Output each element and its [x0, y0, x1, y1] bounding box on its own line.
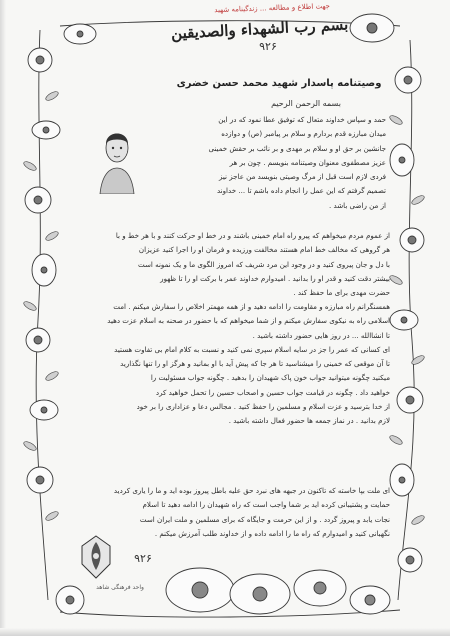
flower-right-5 — [397, 387, 423, 413]
flower-right-2 — [390, 144, 414, 176]
flower-left-6 — [30, 400, 58, 420]
text-line: از خدا بترسید و عزت اسلام و مسلمین را حفظ کنید . مجالس دعا و عزاداری را بر خود — [136, 402, 390, 412]
paragraph-1 — [140, 113, 386, 213]
text-line: تا آن موقعی که خمینی را میشناسید تا هر جا که پیش آید با او بمانید و هرگز او را تنها نگذارید — [120, 359, 390, 369]
paragraph-3 — [80, 300, 390, 429]
text-line: جانشین بر حق او و سلام بر مهدی و بر نائب بر حقش خمینی — [208, 143, 386, 153]
flower-right-6 — [390, 464, 414, 496]
text-line: لازم بدانید . در نماز جمعه ها حضور فعال داشته باشید . — [228, 416, 390, 426]
flower-left-5 — [26, 328, 50, 352]
text-line: با دل و جان پیروی کنید و در وجود این مرد شریف که امروز الگوی ما و یک نمونه است — [138, 259, 390, 269]
text-line: حضرت مهدی برای ما حفظ کند . — [293, 288, 390, 298]
text-line: میکنید چگونه میتوانید جواب خون پاک شهیدان را بدهید . چگونه جواب مسئولیت را — [150, 373, 390, 383]
text-line: همسنگرانم راه مبارزه و مقاومت را ادامه دهید و از همه مهمتر اخلاص را سفارش میکنم . امت — [113, 302, 390, 311]
flower-left-1 — [28, 48, 52, 72]
text-line: از عموم مردم میخواهم که پیرو راه امام خمینی باشند و در خط او حرکت کنند و با هر خط و با — [115, 231, 390, 240]
text-line: عزیز مصطفوی معنوان وصیتنامه بنویسم . چون بر هر — [229, 157, 386, 167]
flower-right-1 — [395, 67, 421, 93]
text-line: حمد و سپاس خداوند متعال که توفیق عطا نمود که در این — [218, 115, 386, 124]
flower-left-3 — [25, 187, 51, 213]
flower-right-7 — [398, 548, 422, 572]
text-line: تا انشاالله ... در روز هایی حضور داشته باشید . — [252, 330, 390, 340]
bottom-bouquet — [166, 568, 390, 614]
text-line: نجات یابد و پیروز گردد . و از این حرمت و جایگاه که برای مسلمین و ملت ایران است — [139, 514, 390, 524]
text-line: نگهبانی کنید و امیدوارم که راه ما را ادامه داده و از خداوند طلب آمرزش میکنم . — [154, 528, 390, 538]
flower-left-7 — [27, 467, 53, 493]
text-line: هر گروهی که مخالف خط امام هستند مخالفت ورزیده و فرمان او را اجرا کنید عزیزان — [138, 245, 390, 255]
text-line: ای کسانی که عمر را جز در سایه اسلام سپری نمی کنید و نسبت به کلام امام بی تفاوت هستید — [114, 344, 390, 354]
flower-left-4 — [32, 254, 56, 286]
document-subtitle: وصیتنامه پاسدار شهید محمد حسن خضری — [176, 78, 382, 89]
text-line: ای ملت بپا خاسته که تاکنون در جبهه های نبرد حق علیه باطل پیروز بوده اید و ما را یاری کردید — [113, 486, 390, 495]
text-line: بیشتر دقت کنید و قدر او را بدانید . امیدوارم خداوند عمر با برکت او را تا ظهور — [160, 273, 390, 283]
paragraph-2 — [80, 229, 390, 300]
text-line: میدان مبارزه قدم بردارم و سلام بر پیامبر (ص) و دوازده — [221, 129, 386, 139]
flower-right-4 — [390, 310, 418, 330]
text-line: خواهید داد . چگونه در قیامت جواب حسین و اصحاب حسین را تحمل خواهید کرد — [155, 387, 390, 397]
text-line: حمایت و پشتیبانی کرده اید بر شما واجب است که راه شهیدان را ادامه دهید تا اسلام — [142, 500, 390, 510]
flower-right-3 — [400, 228, 424, 252]
page-title: بسم رب الشهداء والصدیقین — [170, 15, 349, 43]
text-line: از من راضی باشد . — [328, 200, 386, 210]
text-line: تصمیم گرفتم که این عمل را انجام داده باشم تا ... خداوند — [216, 186, 386, 196]
flower-left-2 — [32, 121, 60, 139]
text-line: اسلامی راه به نیکوی سفارش میکنم و از شما میخواهم که با حضور در صحنه به اسلام عزت دهید — [107, 316, 390, 326]
portrait-image — [96, 110, 138, 194]
stamp-top: جهت اطلاع و مطالعه ... زندگینامه شهید — [214, 2, 331, 15]
paragraph-4 — [80, 484, 390, 541]
document-number-bottom: ۹۲۶ — [134, 552, 152, 565]
text-line: فردی لازم است قبل از مرگ وصیتی بنویسد من عاجز نیز — [218, 172, 386, 182]
stamp-bottom: واحد فرهنگی شاهد — [96, 584, 144, 591]
flower-top-left — [64, 24, 96, 44]
document-number-top: ۹۲۶ — [259, 40, 277, 53]
emblem-logo — [76, 532, 116, 582]
basmala-line: بسمه الرحمن الرحیم — [271, 99, 341, 108]
